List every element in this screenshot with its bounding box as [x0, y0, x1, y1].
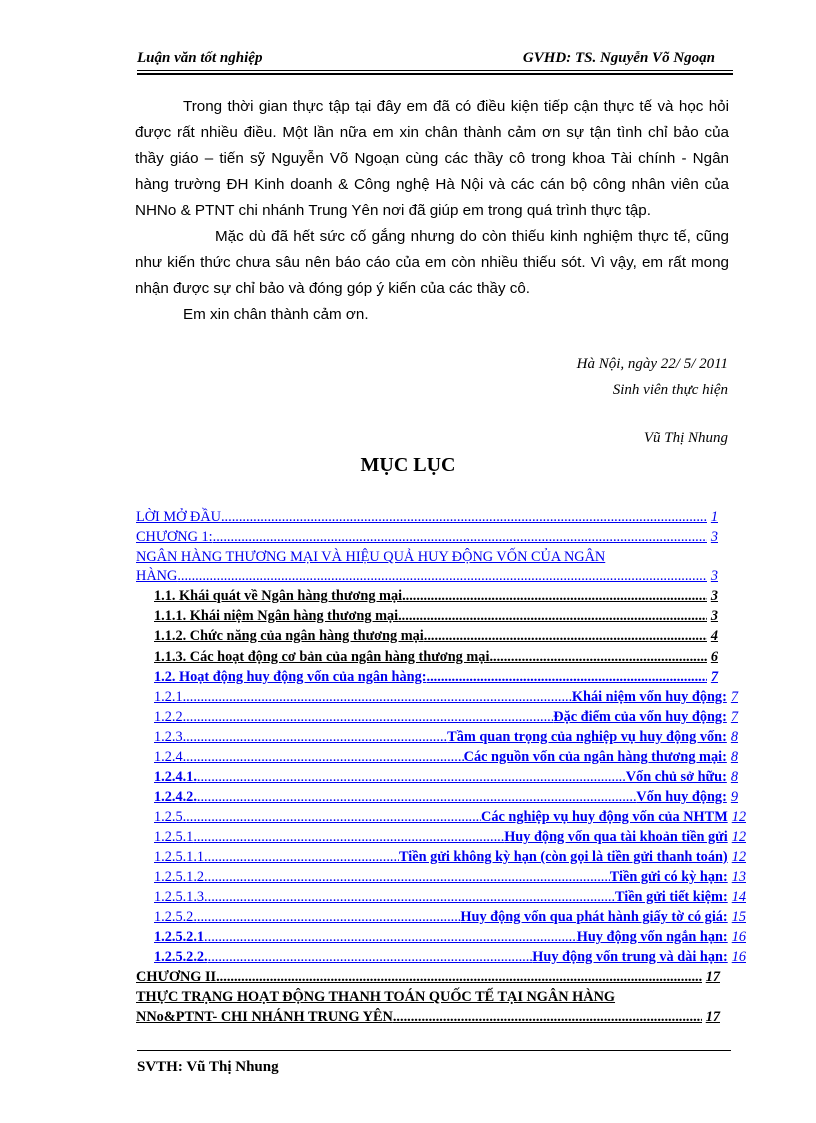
toc-label: 1.1.1. Khái niệm Ngân hàng thương mại — [154, 608, 399, 624]
toc-tail: Tiền gửi tiết kiệm: — [614, 889, 728, 905]
toc-entry-1-1-2[interactable] — [154, 627, 718, 645]
toc-tail: Huy động vốn trung và dài hạn: — [532, 949, 728, 965]
toc-label: 1.2.1. — [154, 689, 187, 705]
toc-entry-1-1[interactable] — [154, 587, 718, 605]
toc-tail: Đặc điểm của vốn huy động: — [553, 709, 727, 725]
toc-entry-chapter2-title[interactable] — [136, 988, 720, 1006]
toc-page: 7 — [730, 689, 738, 705]
toc-tail: Vốn huy động: — [636, 789, 727, 805]
toc-page: 3 — [710, 608, 718, 624]
toc-entry-1-2-5-1-2[interactable] — [154, 868, 746, 886]
toc-page: 17 — [705, 969, 720, 985]
toc-page: 4 — [710, 628, 718, 644]
toc-entry-1-2-2[interactable] — [154, 708, 738, 726]
header-thesis-label: Luận văn tốt nghiệp — [137, 50, 263, 66]
toc-page: 8 — [730, 729, 738, 745]
toc-tail: Huy động vốn qua phát hành giấy tờ có giá: — [460, 909, 728, 925]
toc-entry-chapter2[interactable] — [136, 968, 720, 986]
toc-tail: Huy động vốn ngắn hạn: — [576, 929, 728, 945]
toc-label: NGÂN HÀNG THƯƠNG MẠI VÀ HIỆU QUẢ HUY ĐỘNG VỐN CỦA NGÂN — [136, 549, 606, 565]
toc-entry-intro[interactable] — [136, 508, 718, 526]
toc-label: 1.2.5.1.2 — [154, 869, 205, 885]
toc-entry-1-2[interactable] — [154, 668, 718, 686]
toc-page: 8 — [730, 769, 738, 785]
signature-date: Hà Nội, ngày 22/ 5/ 2011 — [576, 356, 728, 372]
toc-entry-1-2-5[interactable] — [154, 808, 746, 826]
header-rule-thick — [137, 73, 733, 75]
page-header — [137, 48, 733, 74]
toc-page: 3 — [710, 568, 718, 584]
toc-entry-1-2-1[interactable] — [154, 688, 738, 706]
toc-entry-1-2-5-2-2[interactable] — [154, 948, 746, 966]
toc-label: LỜI MỞ ĐẦU — [136, 509, 221, 525]
toc-page: 9 — [730, 789, 738, 805]
toc-entry-1-2-5-1-3[interactable] — [154, 888, 746, 906]
toc-label: 1.2.4.2. — [154, 789, 197, 805]
toc-page: 3 — [710, 588, 718, 604]
toc-entry-chapter1[interactable] — [136, 528, 718, 546]
table-of-contents — [0, 508, 816, 1028]
toc-tail: Khái niệm vốn huy động: — [571, 689, 727, 705]
toc-title: MỤC LỤC — [360, 454, 456, 476]
toc-page: 17 — [705, 1009, 720, 1025]
toc-entry-1-2-4-2[interactable] — [154, 788, 738, 806]
toc-entry-1-2-3[interactable] — [154, 728, 738, 746]
toc-tail: Tầm quan trọng của nghiệp vụ huy động vốn: — [447, 729, 727, 745]
toc-page: 12 — [731, 829, 746, 845]
ack-paragraph-2: Mặc dù đã hết sức cố gắng nhưng do còn thiếu kinh nghiệm thực tế, cũng như kiến thức chưa sâu nên báo cáo của em còn nhiều thiếu sót. Vì vậy, em rất mong nhận được sự chỉ bảo và đóng góp ý kiến của các thầy cô. — [135, 228, 729, 297]
toc-entry-1-2-5-1[interactable] — [154, 828, 746, 846]
toc-page: 7 — [710, 669, 718, 685]
toc-entry-1-2-4-1[interactable] — [154, 768, 738, 786]
toc-page: 1 — [710, 509, 718, 525]
toc-page: 7 — [730, 709, 738, 725]
toc-label: 1.1.2. Chức năng của ngân hàng thương mại — [154, 628, 424, 644]
toc-entry-chapter2-title-cont[interactable] — [136, 1008, 720, 1026]
toc-tail: Các nghiệp vụ huy động vốn của NHTM — [481, 809, 728, 825]
toc-label: 1.2. Hoạt động huy động vốn của ngân hàng: — [154, 669, 427, 685]
toc-label: 1.2.5. — [154, 809, 187, 825]
toc-label: CHƯƠNG 1: — [136, 529, 213, 545]
ack-paragraph-1: Trong thời gian thực tập tại đây em đã có điều kiện tiếp cận thực tế và học hỏi được rất nhiều điều. Một lần nữa em xin chân thành cảm ơn sự tận tình chỉ bảo của thầy giáo – tiến sỹ Nguyễn Võ Ngoạn cùng các thầy cô trong khoa Tài chính - Ngân hàng trường ĐH Kinh doanh & Công nghệ Hà Nội và các cán bộ công nhân viên của NHNo & PTNT chi nhánh Trung Yên nơi đã giúp em trong quá trình thực tập. — [135, 98, 729, 219]
footer-rule — [137, 1050, 731, 1051]
signature-name: Vũ Thị Nhung — [643, 430, 728, 446]
signature-role: Sinh viên thực hiện — [612, 382, 728, 398]
toc-page: 8 — [730, 749, 738, 765]
toc-label: 1.2.4. — [154, 749, 187, 765]
toc-entry-1-2-4[interactable] — [154, 748, 738, 766]
toc-label: 1.1. Khái quát về Ngân hàng thương mại — [154, 588, 403, 604]
toc-page: 16 — [731, 929, 746, 945]
toc-tail: Tiền gửi không kỳ hạn (còn gọi là tiền gửi thanh toán) — [398, 849, 728, 865]
toc-entry-chapter1-title-cont[interactable] — [136, 567, 718, 585]
toc-tail: Tiền gửi có kỳ hạn: — [609, 869, 728, 885]
toc-label: 1.2.5.1 — [154, 829, 194, 845]
toc-entry-1-1-1[interactable] — [154, 607, 718, 625]
toc-page: 12 — [731, 809, 746, 825]
toc-label: 1.1.3. Các hoạt động cơ bản của ngân hàng thương mại — [154, 649, 490, 665]
toc-page: 16 — [731, 949, 746, 965]
toc-label: HÀNG — [136, 568, 178, 584]
toc-page: 3 — [710, 529, 718, 545]
header-advisor: GVHD: TS. Nguyễn Võ Ngoạn — [522, 50, 715, 66]
toc-label: 1.2.5.2. — [154, 909, 197, 925]
toc-label: CHƯƠNG II — [136, 969, 217, 985]
toc-page: 15 — [731, 909, 746, 925]
toc-entry-1-2-5-2-1[interactable] — [154, 928, 746, 946]
header-rule — [137, 70, 733, 71]
toc-label: 1.2.2. — [154, 709, 187, 725]
footer-student: SVTH: Vũ Thị Nhung — [137, 1059, 279, 1075]
toc-tail: Các nguồn vốn của ngân hàng thương mại: — [463, 749, 727, 765]
toc-page: 14 — [731, 889, 746, 905]
toc-page: 6 — [710, 649, 718, 665]
acknowledgement — [135, 94, 729, 328]
ack-paragraph-3: Em xin chân thành cảm ơn. — [183, 306, 369, 323]
toc-page: 12 — [731, 849, 746, 865]
toc-label: NNo&PTNT- CHI NHÁNH TRUNG YÊN — [136, 1009, 393, 1025]
toc-label: 1.2.5.1.3 — [154, 889, 205, 905]
toc-label: 1.2.5.2.1 — [154, 929, 205, 945]
toc-page: 13 — [731, 869, 746, 885]
toc-label: 1.2.5.1.1 — [154, 849, 205, 865]
toc-entry-1-1-3[interactable] — [154, 648, 718, 666]
toc-entry-chapter1-title[interactable] — [136, 548, 718, 566]
toc-label: THỰC TRẠNG HOẠT ĐỘNG THANH TOÁN QUỐC TẾ TẠI NGÂN HÀNG — [136, 989, 616, 1005]
toc-entry-1-2-5-2[interactable] — [154, 908, 746, 926]
toc-entry-1-2-5-1-1[interactable] — [154, 848, 746, 866]
toc-label: 1.2.3. — [154, 729, 187, 745]
toc-label: 1.2.4.1. — [154, 769, 197, 785]
toc-label: 1.2.5.2.2. — [154, 949, 208, 965]
toc-tail: Vốn chủ sở hữu: — [625, 769, 727, 785]
toc-tail: Huy động vốn qua tài khoản tiền gửi — [504, 829, 728, 845]
